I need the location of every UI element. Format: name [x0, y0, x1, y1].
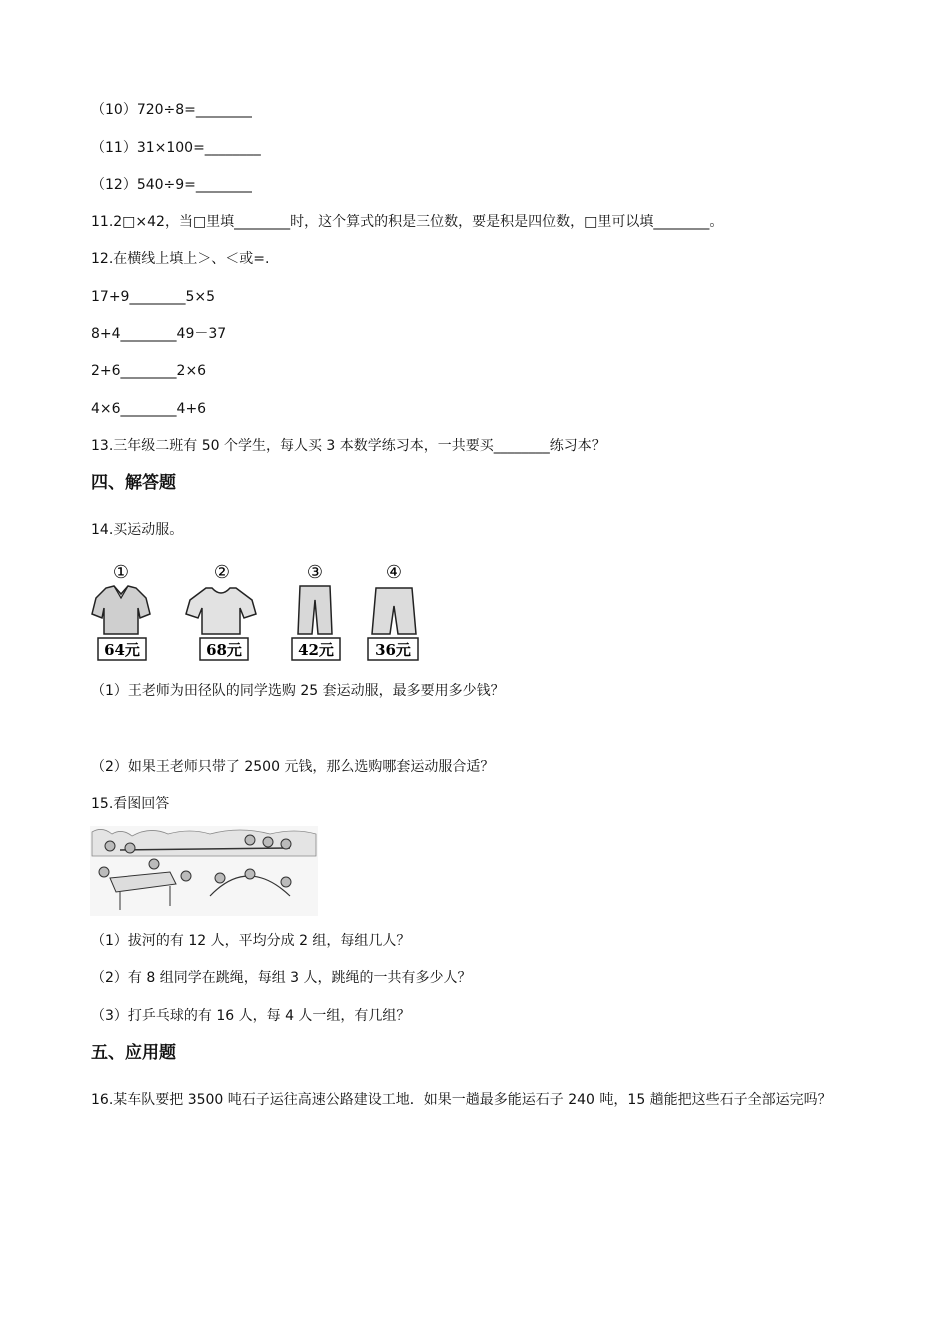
question-12-c: 2+6________2×6 — [91, 363, 207, 379]
question-13: 13.三年级二班有 50 个学生，每人买 3 本数学练习本，一共要买________练习本？ — [91, 438, 606, 454]
question-12: 12.在横线上填上＞、＜或=. — [91, 251, 270, 267]
question-14-1: （1）王老师为田径队的同学选购 25 套运动服，最多要用多少钱？ — [91, 683, 505, 699]
clothing-figure — [88, 558, 428, 662]
price-label: 68元 — [206, 641, 242, 659]
playground-scene-icon — [90, 826, 318, 916]
price-label: 42元 — [298, 641, 334, 659]
clothing-item-1 — [92, 562, 150, 660]
clothing-item-2 — [186, 562, 256, 660]
item-number: ② — [213, 562, 231, 583]
question-11: 11.2□×42，当□里填________时，这个算式的积是三位数，要是积是四位数，□里可以填________。 — [91, 214, 724, 230]
pants-icon — [298, 586, 332, 634]
item-number: ① — [112, 562, 130, 583]
question-15-2: （2）有 8 组同学在跳绳，每组 3 人，跳绳的一共有多少人？ — [91, 970, 472, 986]
question-15-3: （3）打乒乓球的有 16 人，每 4 人一组，有几组？ — [91, 1008, 411, 1024]
question-15: 15.看图回答 — [91, 796, 170, 812]
section-heading-5: 五、应用题 — [91, 1043, 176, 1063]
item-number: ④ — [385, 562, 403, 583]
question-10-11: （11）31×100=________ — [91, 140, 261, 156]
question-10-10: （10）720÷8=________ — [91, 102, 252, 118]
question-16: 16.某车队要把 3500 吨石子运往高速公路建设工地．如果一趟最多能运石子 240 吨，15 趟能把这些石子全部运完吗？ — [91, 1092, 832, 1108]
price-label: 36元 — [375, 641, 411, 659]
question-14: 14.买运动服。 — [91, 522, 184, 538]
polo-shirt-icon — [92, 586, 150, 634]
item-number: ③ — [306, 562, 324, 583]
question-15-1: （1）拔河的有 12 人，平均分成 2 组，每组几人？ — [91, 933, 411, 949]
clothing-item-4 — [368, 562, 418, 660]
shorts-icon — [372, 588, 416, 634]
question-10-12: （12）540÷9=________ — [91, 177, 252, 193]
question-12-d: 4×6________4+6 — [91, 401, 207, 417]
question-14-2: （2）如果王老师只带了 2500 元钱，那么选购哪套运动服合适？ — [91, 759, 495, 775]
question-12-b: 8+4________49－37 — [91, 326, 227, 342]
t-shirt-icon — [186, 588, 256, 634]
section-heading-4: 四、解答题 — [91, 473, 176, 493]
price-label: 64元 — [104, 641, 140, 659]
question-12-a: 17+9________5×5 — [91, 289, 215, 305]
clothing-item-3 — [292, 562, 340, 660]
